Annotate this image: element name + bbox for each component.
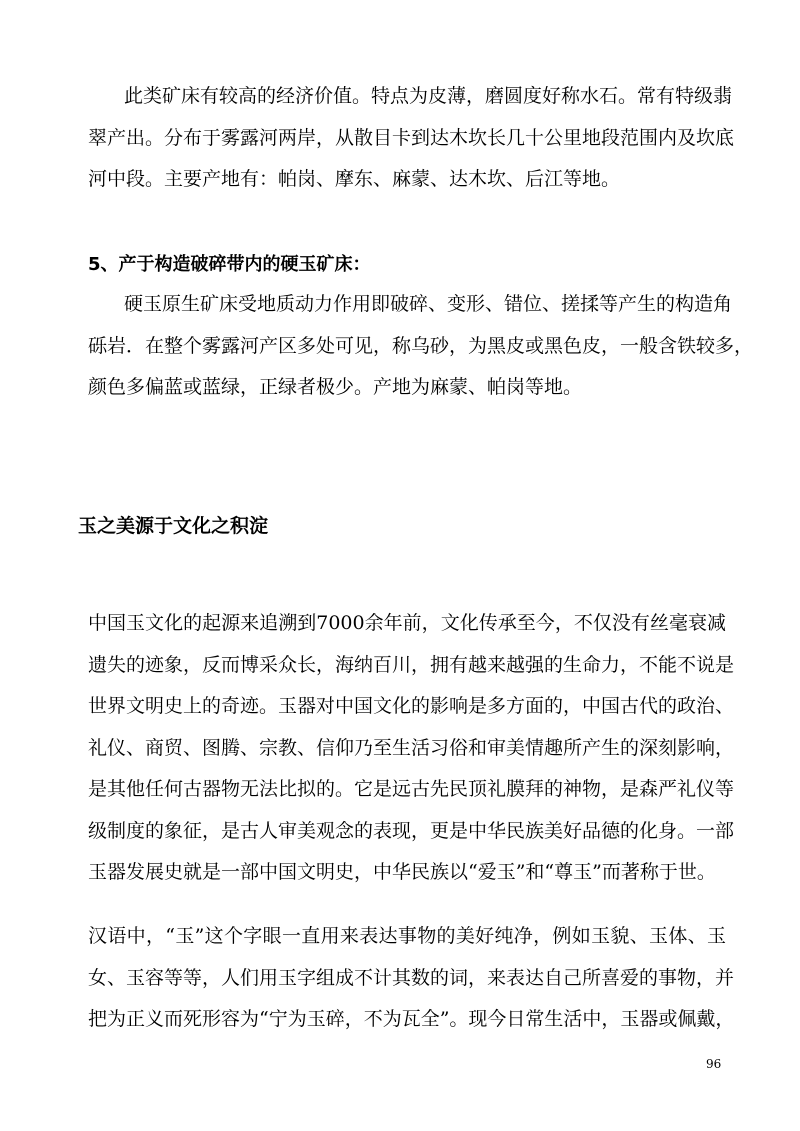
- paragraph-jade-language: [88, 916, 735, 1041]
- page-number: 96: [706, 1057, 722, 1071]
- paragraph-line: 河中段。主要产地有：帕岗、摩东、麻蒙、达木坎、后江等地。: [88, 168, 621, 190]
- paragraph-line: 礼仪、商贸、图腾、宗教、信仰乃至生活习俗和审美情趣所产生的深刻影响，: [88, 736, 735, 759]
- paragraph-jade-culture: [88, 603, 735, 894]
- paragraph-line: 汉语中，“玉”这个字眼一直用来表达事物的美好纯净，例如玉貌、玉体、玉: [88, 925, 726, 947]
- paragraph-line: 玉器发展史就是一部中国文明史，中华民族以“爱玉”和“尊玉”而著称于世。: [88, 861, 716, 883]
- paragraph-tectonic-deposit: [88, 284, 754, 409]
- paragraph-line: 翠产出。分布于雾露河两岸，从散目卡到达木坎长几十公里地段范围内及坎底: [88, 126, 735, 149]
- paragraph-line: 级制度的象征，是古人审美观念的表现，更是中华民族美好品德的化身。一部: [88, 819, 735, 842]
- paragraph-line: 女、玉容等等，人们用玉字组成不计其数的词，来表达自己所喜爱的事物，并: [88, 966, 735, 989]
- paragraph-deposit-value: [88, 76, 735, 201]
- paragraph-line: 是其他任何古器物无法比拟的。它是远古先民顶礼膜拜的神物，是森严礼仪等: [88, 778, 735, 800]
- section-title: 玉之美源于文化之积淀: [78, 515, 269, 537]
- section-heading-5: 5、产于构造破碎带内的硬玉矿床：: [88, 254, 371, 275]
- paragraph-line: 遗失的迹象，反而博采众长，海纳百川，拥有越来越强的生命力，不能不说是: [88, 653, 735, 676]
- paragraph-line: 把为正义而死形容为“宁为玉碎，不为瓦全”。现今日常生活中，玉器或佩戴，: [88, 1008, 735, 1030]
- paragraph-line: 世界文明史上的奇迹。玉器对中国文化的影响是多方面的，中国古代的政治、: [88, 695, 735, 717]
- paragraph-line: 此类矿床有较高的经济价值。特点为皮薄，磨圆度好称水石。常有特级翡: [124, 85, 733, 107]
- paragraph-line: 中国玉文化的起源来追溯到7000余年前，文化传承至今，不仅没有丝毫衰减: [88, 612, 726, 634]
- paragraph-line: 硬玉原生矿床受地质动力作用即破碎、变形、错位、搓揉等产生的构造角: [124, 293, 733, 315]
- paragraph-line: 颜色多偏蓝或蓝绿，正绿者极少。产地为麻蒙、帕岗等地。: [88, 376, 583, 398]
- paragraph-line: 砾岩．在整个雾露河产区多处可见，称乌砂，为黑皮或黑色皮，一般含铁较多，: [88, 334, 754, 357]
